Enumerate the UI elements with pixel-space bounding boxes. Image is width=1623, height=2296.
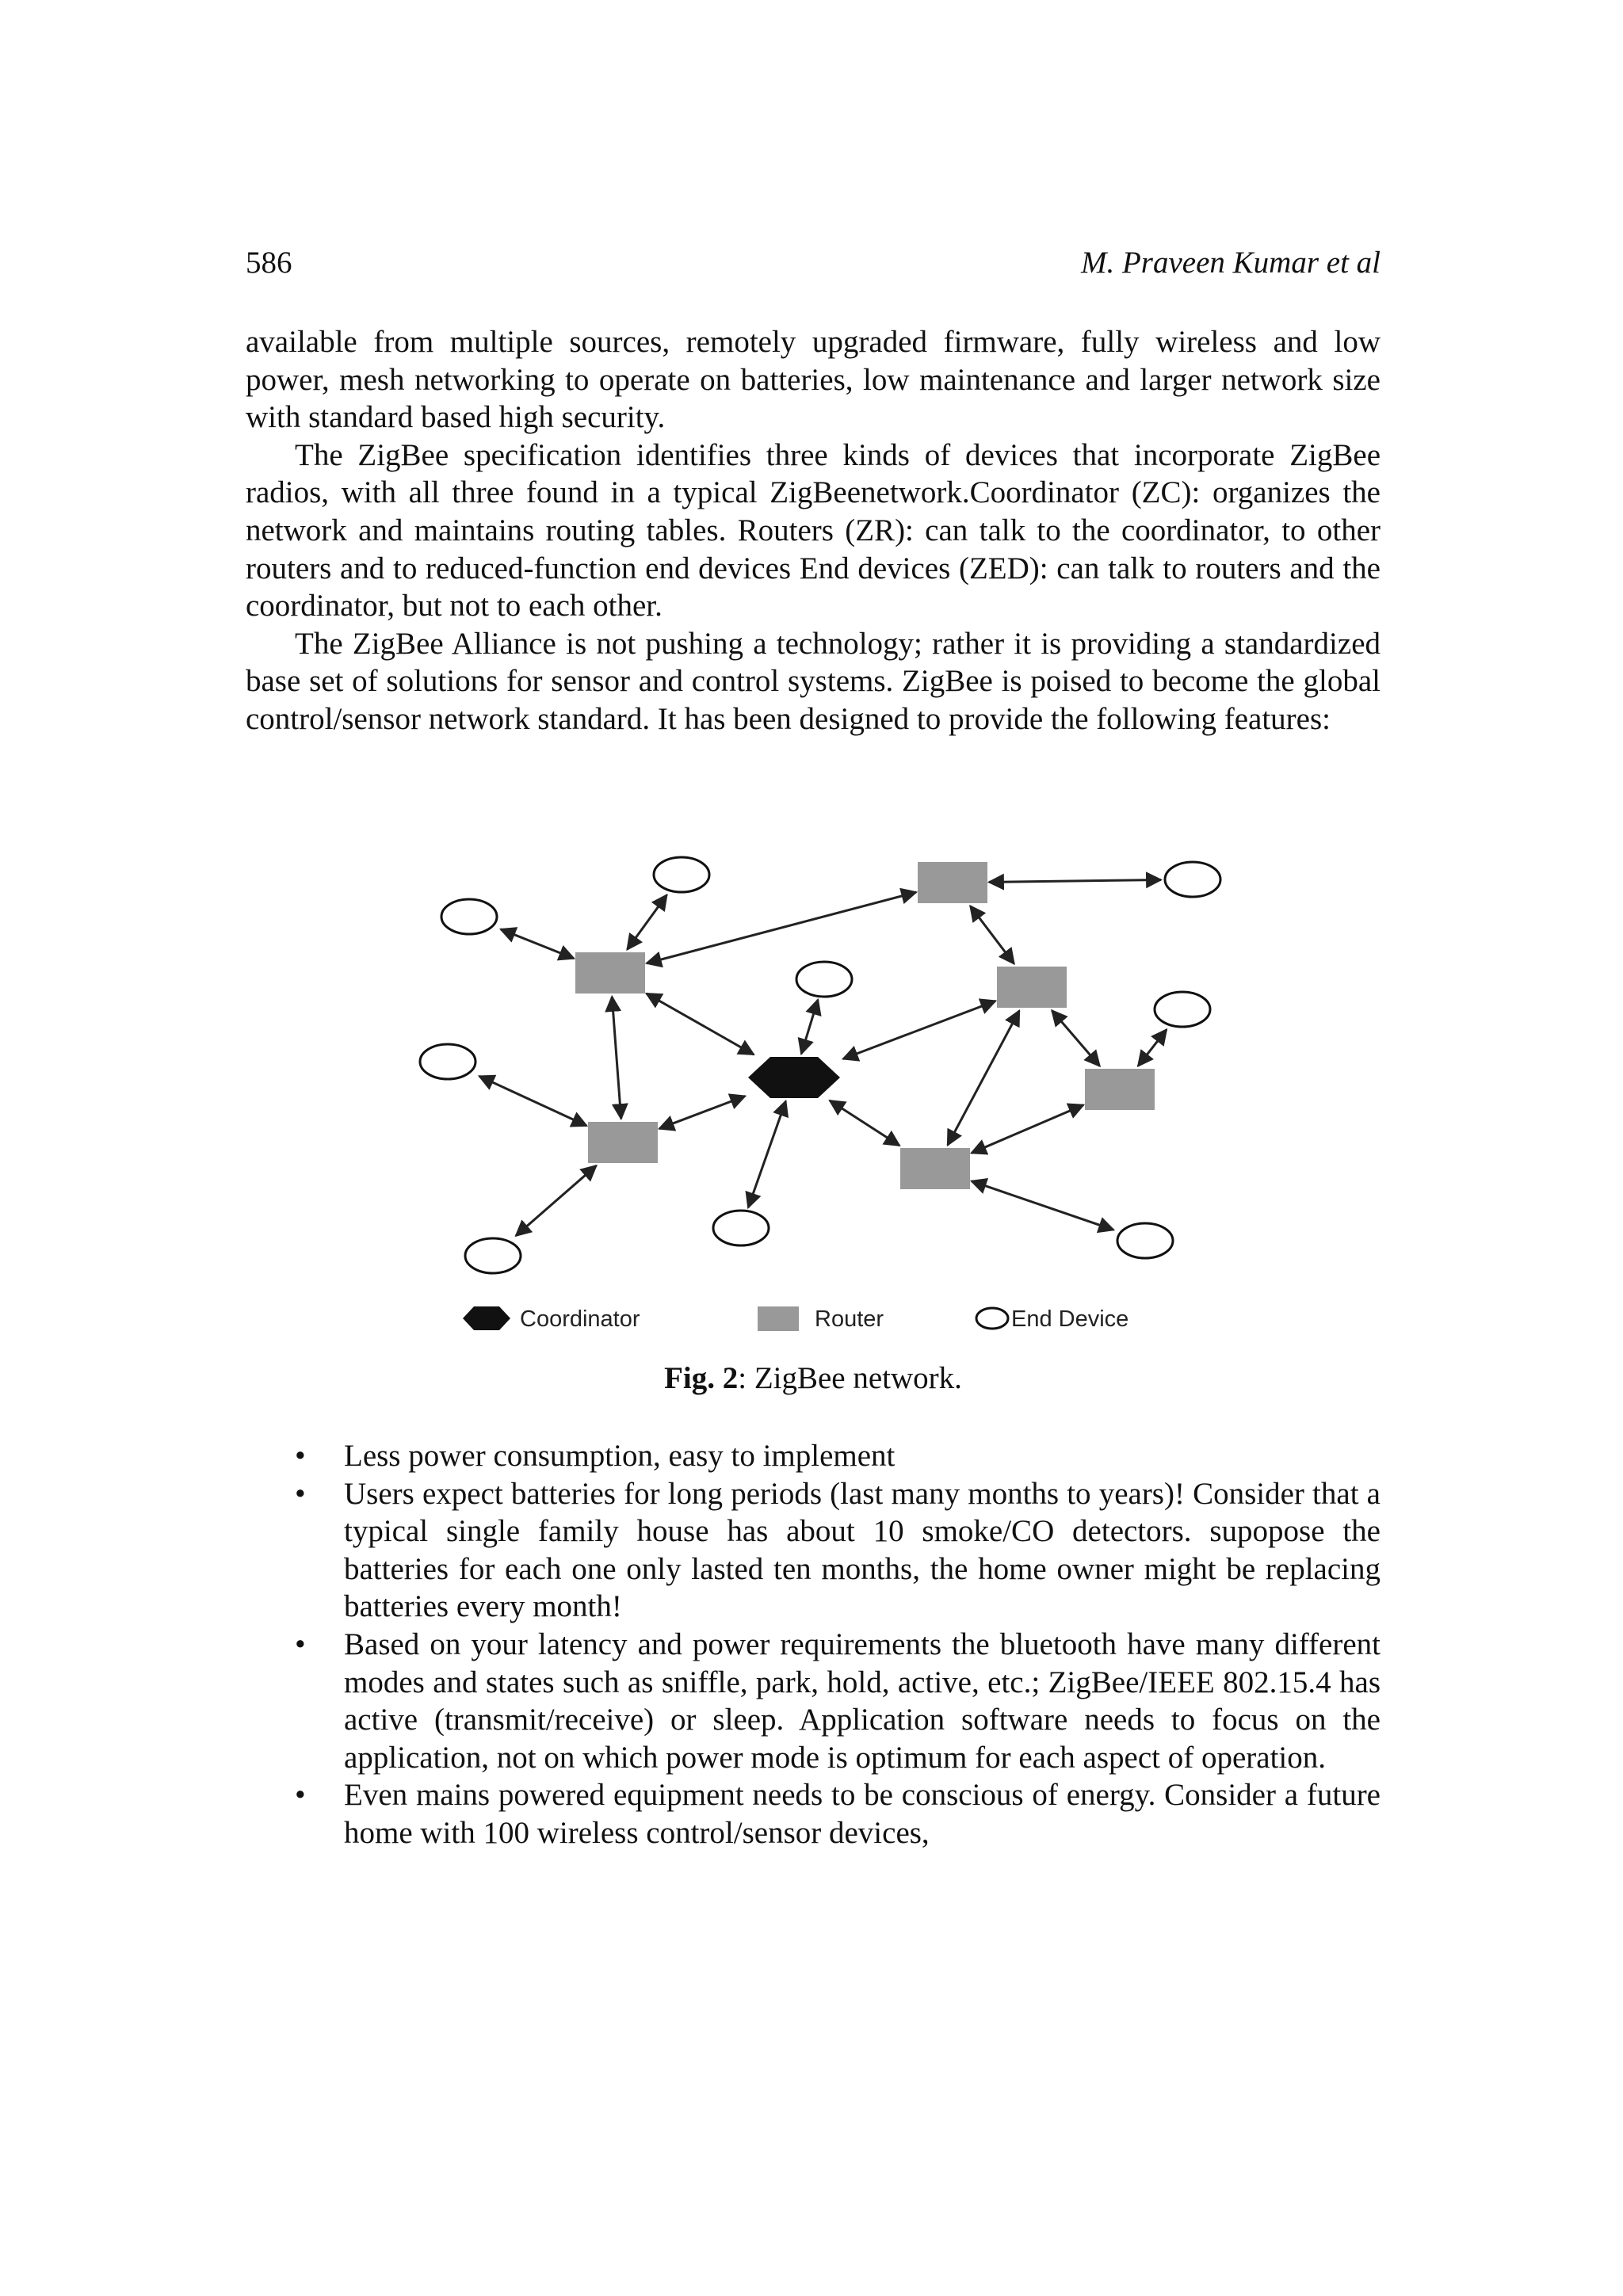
list-item (246, 1626, 1381, 1776)
figure-legend (463, 1306, 1128, 1332)
link-arrow (843, 1001, 995, 1058)
legend-coordinator-icon (463, 1306, 510, 1330)
end-device-node (1117, 1223, 1173, 1258)
running-author: M. Praveen Kumar et al (1080, 246, 1381, 280)
link-arrow (479, 1076, 586, 1125)
bullet-icon: • (295, 1439, 306, 1473)
link-arrow (801, 1000, 818, 1054)
legend-router-label: Router (815, 1306, 884, 1332)
link-arrow (970, 906, 1014, 964)
list-item (246, 1475, 1381, 1626)
link-arrow (516, 1165, 596, 1235)
end-device-node (420, 1044, 475, 1079)
router-node (1085, 1069, 1155, 1110)
link-arrow (748, 1101, 785, 1207)
link-arrow (989, 880, 1161, 883)
paragraph-1: available from multiple sources, remotely upgraded firmware, fully wireless and low power, mesh networking to operate on batteries, low maintenance and larger network size with standard based high security. (246, 325, 1381, 435)
end-device-node (1165, 862, 1220, 897)
router-node (918, 862, 987, 903)
caption-text: : ZigBee network. (738, 1361, 962, 1395)
link-arrow (627, 895, 666, 950)
bullet-icon: • (295, 1778, 306, 1813)
list-item-text: Even mains powered equipment needs to be conscious of energy. Consider a future home with 100 wireless control/sensor devices, (344, 1778, 1381, 1850)
link-arrow (612, 997, 621, 1119)
router-node (900, 1148, 970, 1189)
feature-list (246, 1437, 1381, 1852)
end-device-node (654, 857, 709, 892)
end-device-node (465, 1238, 521, 1273)
caption-label: Fig. 2 (664, 1361, 739, 1395)
link-arrow (830, 1100, 899, 1146)
router-node (997, 967, 1067, 1008)
link-arrow (948, 1011, 1019, 1145)
page-number: 586 (246, 246, 292, 280)
link-arrow (659, 1096, 745, 1128)
figure-caption (246, 1360, 1381, 1398)
router-node (588, 1122, 658, 1163)
link-arrow (972, 1181, 1113, 1230)
bullet-icon: • (295, 1627, 306, 1661)
network-diagram (396, 848, 1260, 1355)
zigbee-network-figure (396, 848, 1260, 1355)
list-item-text: Based on your latency and power requirements the bluetooth have many different modes and states such as sniffle, park, hold, active, etc.; ZigBee/IEEE 802.15.4 has active (transmit/receive) or sleep. Application software needs to focus on the application, not on which power mode is optimum for each aspect of operation. (344, 1627, 1381, 1775)
legend-router-icon (758, 1306, 799, 1331)
end-device-node (1155, 992, 1210, 1027)
link-arrow (501, 929, 574, 959)
legend-end-device-icon (976, 1308, 1008, 1329)
legend-coordinator-label: Coordinator (520, 1306, 640, 1332)
network-edges (479, 880, 1167, 1236)
end-device-node (441, 899, 497, 934)
coordinator-node (748, 1057, 840, 1098)
paragraph-2: The ZigBee specification identifies three kinds of devices that incorporate ZigBee radios, with all three found in a typical ZigBeenetwork.Coordinator (ZC): organizes the network and maintains routing tables. Routers (ZR): can talk to the coordinator, to other routers and to reduced-function end devices End devices (ZED): can talk to routers and the coordinator, but not to each other. (246, 437, 1381, 624)
list-item-text: Less power consumption, easy to implement (344, 1439, 896, 1473)
paragraph-3: The ZigBee Alliance is not pushing a technology; rather it is providing a standardized base set of solutions for sensor and control systems. ZigBee is poised to become the global control/sensor network standard. It has been designed to provide the following features: (246, 626, 1381, 736)
body-text (246, 323, 1381, 738)
link-arrow (647, 994, 754, 1055)
link-arrow (1138, 1030, 1167, 1066)
list-item (246, 1437, 1381, 1475)
link-arrow (647, 892, 916, 963)
end-device-node (713, 1211, 769, 1245)
link-arrow (972, 1105, 1083, 1154)
link-arrow (1052, 1011, 1099, 1066)
page-header (246, 244, 1381, 282)
list-item-text: Users expect batteries for long periods (last many months to years)! Consider that a typical single family house has about 10 smoke/CO detectors. supopose the batteries for each one only lasted ten months, the home owner might be replacing batteries every month! (344, 1476, 1381, 1624)
legend-end-device-label: End Device (1011, 1306, 1129, 1332)
end-device-node (796, 962, 852, 997)
router-node (575, 952, 645, 994)
bullet-icon: • (295, 1476, 306, 1511)
list-item (246, 1776, 1381, 1852)
